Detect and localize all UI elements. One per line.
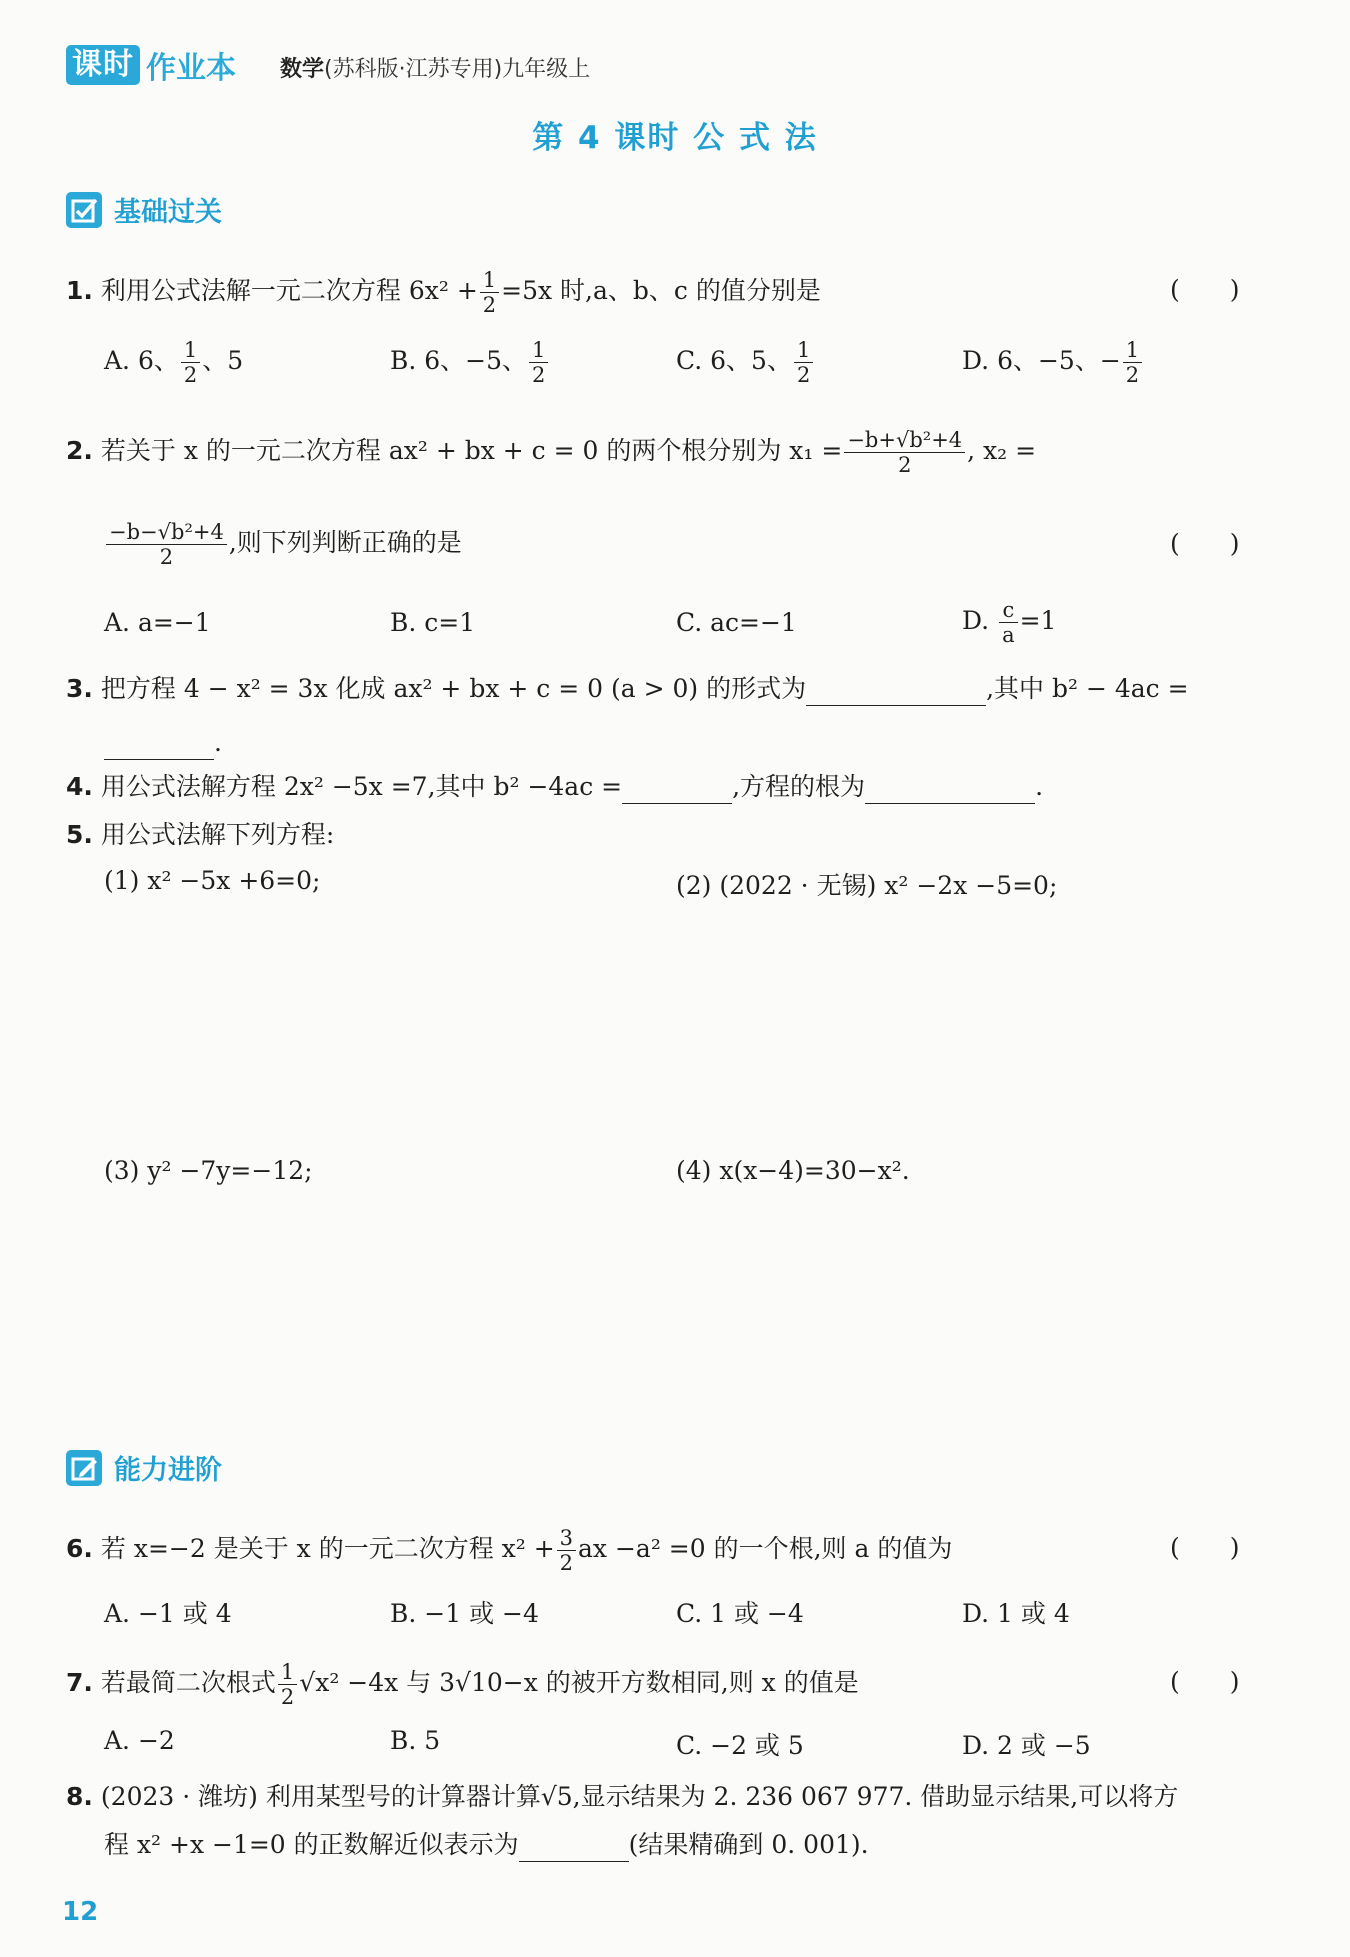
answer-paren: ( ) — [1170, 275, 1240, 304]
q7-option-c: C. −2 或 5 — [676, 1731, 804, 1760]
answer-blank[interactable] — [806, 679, 986, 706]
q1-option-a: A. 6、 $\frac{1}{2}$ 、5 — [104, 338, 244, 387]
answer-paren: ( ) — [1170, 1533, 1240, 1562]
page-number: 12 — [62, 1897, 99, 1927]
answer-blank[interactable] — [865, 777, 1035, 804]
question-5: 5. 用公式法解下列方程: — [66, 820, 335, 849]
question-7: 7. 若最简二次根式 $\frac{1}{2}$ √x² −4x 与 3√10−x 的被开方数相同,则 x 的值是 — [66, 1660, 859, 1709]
question-number: 5. — [66, 820, 93, 849]
q6-option-c: C. 1 或 −4 — [676, 1599, 804, 1628]
q5-part-2: (2) (2022 · 无锡) x² −2x −5=0; — [676, 871, 1058, 900]
answer-paren: ( ) — [1170, 529, 1240, 558]
fraction: $\frac{1}{2}$ — [480, 268, 499, 317]
section-advanced-label: 能力进阶 — [114, 1455, 222, 1486]
question-2: 2. 若关于 x 的一元二次方程 ax² + bx + c = 0 的两个根分别为 x₁ = $\frac{\text{−b+√b²+4}}{2}$ , x₂ = — [66, 428, 1037, 477]
q5-part-4: (4) x(x−4)=30−x². — [676, 1156, 910, 1185]
answer-blank[interactable] — [519, 1835, 629, 1862]
lesson-title: 第 4 课时 公 式 法 — [532, 120, 818, 156]
subject-edition: (苏科版·江苏专用)九年级上 — [324, 57, 591, 82]
q1-option-c: C. 6、5、 $\frac{1}{2}$ — [676, 338, 815, 387]
question-number: 2. — [66, 436, 93, 465]
subject-name: 数学 — [280, 57, 325, 82]
question-8-cont: 程 x² +x −1=0 的正数解近似表示为 (结果精确到 0. 001). — [104, 1828, 869, 1862]
q6-option-a: A. −1 或 4 — [104, 1599, 232, 1628]
question-2-cont: $\frac{\text{−b−√b²+4}}{2}$ ,则下列判断正确的是 — [104, 520, 462, 569]
question-number: 1. — [66, 276, 93, 305]
question-3: 3. 把方程 4 − x² = 3x 化成 ax² + bx + c = 0 (a > 0) 的形式为 ,其中 b² − 4ac = — [66, 672, 1189, 706]
question-number: 7. — [66, 1668, 93, 1697]
fraction: $\frac{1}{2}$ — [278, 1660, 297, 1709]
q6-option-b: B. −1 或 −4 — [390, 1599, 539, 1628]
q7-option-b: B. 5 — [390, 1726, 441, 1755]
q5-part-1: (1) x² −5x +6=0; — [104, 866, 321, 895]
question-number: 8. — [66, 1782, 93, 1811]
question-number: 6. — [66, 1534, 93, 1563]
section-advanced-header — [66, 1448, 222, 1487]
q2-option-b: B. c=1 — [390, 608, 476, 637]
checkbox-pen-icon — [66, 192, 102, 228]
q2-option-d: D. $\frac{c}{a}$ =1 — [962, 598, 1057, 647]
pencil-edit-icon — [66, 1450, 102, 1486]
answer-blank[interactable] — [104, 733, 214, 760]
question-text: 利用公式法解一元二次方程 6x² + — [100, 276, 478, 305]
fraction: $\frac{\text{−b+√b²+4}}{2}$ — [844, 428, 965, 477]
q6-option-d: D. 1 或 4 — [962, 1599, 1070, 1628]
question-number: 3. — [66, 674, 93, 703]
question-text: =5x 时,a、b、c 的值分别是 — [501, 276, 821, 305]
q7-option-a: A. −2 — [104, 1726, 175, 1755]
question-4: 4. 用公式法解方程 2x² −5x =7,其中 b² −4ac = ,方程的根为 . — [66, 770, 1043, 804]
answer-paren: ( ) — [1170, 1667, 1240, 1696]
fraction: $\frac{3}{2}$ — [557, 1526, 576, 1575]
q1-option-d: D. 6、−5、− $\frac{1}{2}$ — [962, 338, 1144, 387]
question-number: 4. — [66, 772, 93, 801]
q1-option-b: B. 6、−5、 $\frac{1}{2}$ — [390, 338, 550, 387]
brand-logo-main: 课时 — [66, 45, 140, 85]
question-3-cont: . — [104, 726, 222, 760]
section-basic-header — [66, 190, 222, 229]
q7-option-d: D. 2 或 −5 — [962, 1731, 1091, 1760]
answer-blank[interactable] — [622, 777, 732, 804]
fraction: $\frac{\text{−b−√b²+4}}{2}$ — [106, 520, 227, 569]
question-6: 6. 若 x=−2 是关于 x 的一元二次方程 x² + $\frac{3}{2}$ ax −a² =0 的一个根,则 a 的值为 — [66, 1526, 953, 1575]
question-1 — [66, 268, 821, 317]
q5-part-3: (3) y² −7y=−12; — [104, 1156, 313, 1185]
brand-logo-sub: 作业本 — [146, 51, 236, 86]
section-basic-label: 基础过关 — [114, 197, 222, 228]
q2-option-a: A. a=−1 — [104, 608, 211, 637]
q2-option-c: C. ac=−1 — [676, 608, 797, 637]
brand-logo — [66, 44, 236, 86]
question-8: 8. (2023 · 潍坊) 利用某型号的计算器计算√5,显示结果为 2. 236 067 977. 借助显示结果,可以将方 — [66, 1782, 1179, 1811]
subject-line — [280, 52, 590, 83]
